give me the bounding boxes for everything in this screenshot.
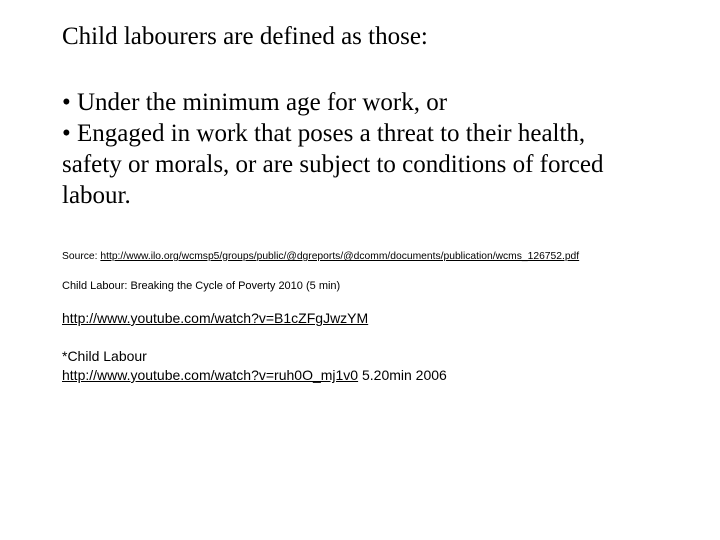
video2-meta: 5.20min 2006: [361, 367, 447, 383]
video1-title: Child Labour: Breaking the Cycle of Poverty 2010: [62, 280, 303, 292]
video1-link[interactable]: http://www.youtube.com/watch?v=B1cZFgJwzYM: [62, 310, 369, 326]
bullet-line-2: • Engaged in work that poses a threat to their health,: [62, 120, 586, 147]
video1-link-line: [62, 309, 368, 327]
source-label: Source:: [62, 251, 98, 262]
video2-title: *Child Labour: [62, 348, 147, 364]
video2-link[interactable]: http://www.youtube.com/watch?v=ruh0O_mj1v0: [62, 367, 359, 383]
bullet-line-1: • Under the minimum age for work, or: [62, 89, 448, 116]
video2-link-line: [62, 366, 447, 384]
video1-title-line: [62, 279, 340, 293]
bullet-line-4: labour.: [62, 182, 131, 209]
video1-duration: (5 min): [305, 280, 341, 292]
source-line: [62, 250, 579, 263]
bullet-list: [62, 87, 702, 211]
source-link[interactable]: http://www.ilo.org/wcmsp5/groups/public/@dgreports/@dcomm/documents/publication/wcms_126752.pdf: [100, 251, 580, 262]
slide-heading: Child labourers are defined as those:: [62, 23, 428, 50]
bullet-line-3: safety or morals, or are subject to conditions of forced: [62, 151, 604, 178]
